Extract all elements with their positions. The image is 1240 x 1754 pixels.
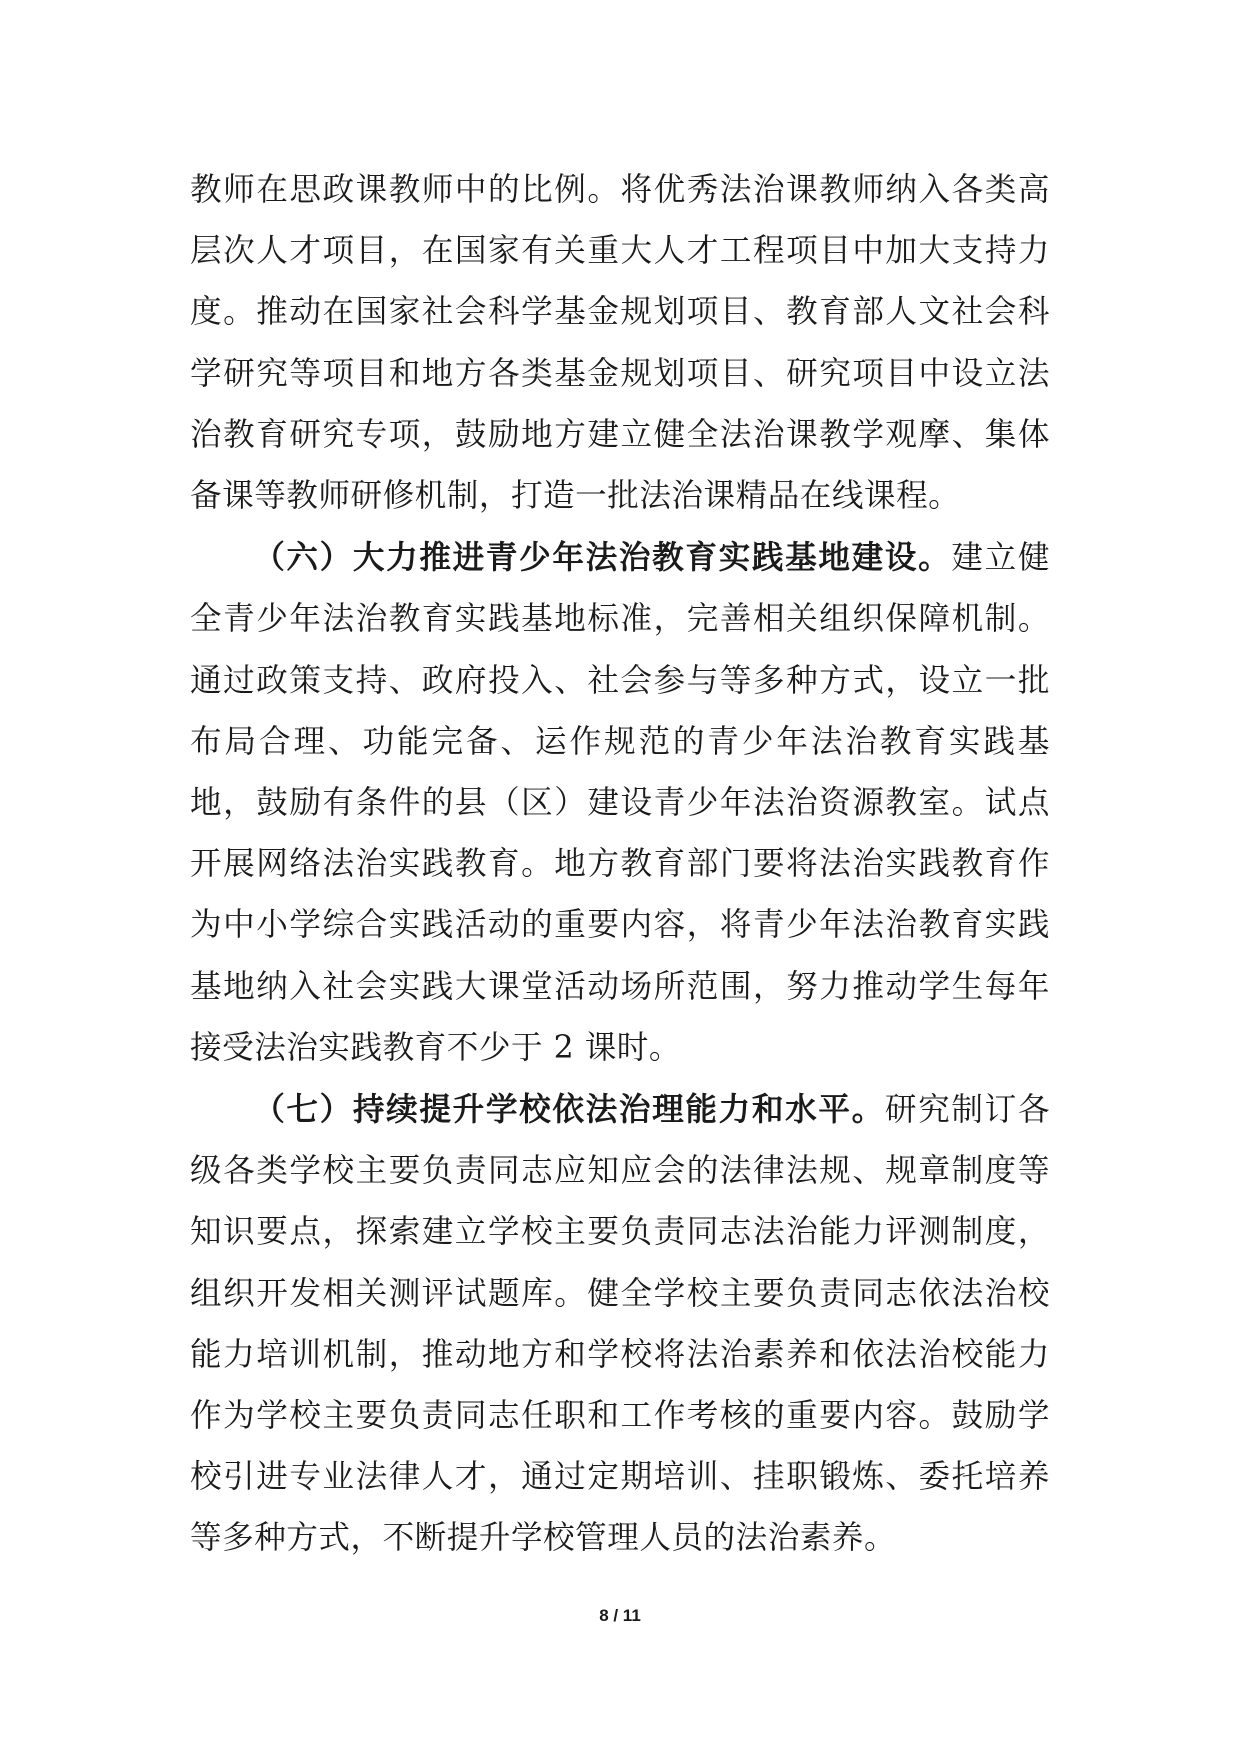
page-number: 8 / 11 <box>599 1606 641 1625</box>
document-body <box>190 160 1050 1570</box>
paragraph-continuation <box>190 160 1050 527</box>
paragraph-section-seven <box>190 1079 1050 1570</box>
paragraph-body: 建立健全青少年法治教育实践基地标准，完善相关组织保障机制。通过政策支持、政府投入、社会参与等多种方式，设立一批布局合理、功能完备、运作规范的青少年法治教育实践基地，鼓励有条件的县（区）建设青少年法治资源教室。试点开展网络法治实践教育。地方教育部门要将法治实践教育作为中小学综合实践活动的重要内容，将青少年法治教育实践基地纳入社会实践大课堂活动场所范围，努力推动学生每年接受法治实践教育不少于 2 课时。 <box>190 540 1050 1066</box>
section-heading: （六）大力推进青少年法治教育实践基地建设。 <box>253 539 952 577</box>
paragraph-section-six <box>190 527 1050 1079</box>
section-heading: （七）持续提升学校依法治理能力和水平。 <box>253 1091 885 1129</box>
paragraph-body: 教师在思政课教师中的比例。将优秀法治课教师纳入各类高层次人才项目，在国家有关重大人才工程项目中加大支持力度。推动在国家社会科学基金规划项目、教育部人文社会科学研究等项目和地方各类基金规划项目、研究项目中设立法治教育研究专项，鼓励地方建立健全法治课教学观摩、集体备课等教师研修机制，打造一批法治课精品在线课程。 <box>190 172 1050 515</box>
paragraph-body: 研究制订各级各类学校主要负责同志应知应会的法律法规、规章制度等知识要点，探索建立学校主要负责同志法治能力评测制度，组织开发相关测评试题库。健全学校主要负责同志依法治校能力培训机制，推动地方和学校将法治素养和依法治校能力作为学校主要负责同志任职和工作考核的重要内容。鼓励学校引进专业法律人才，通过定期培训、挂职锻炼、委托培养等多种方式，不断提升学校管理人员的法治素养。 <box>190 1092 1050 1557</box>
